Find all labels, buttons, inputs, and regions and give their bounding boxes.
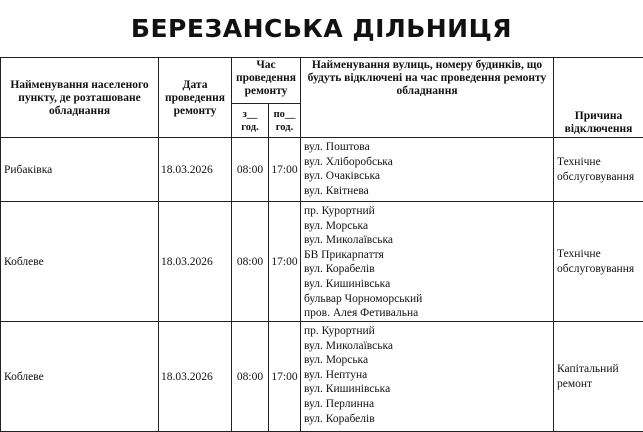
page-title: БЕРЕЗАНСЬКА ДІЛЬНИЦЯ — [0, 14, 643, 43]
header-settlement: Найменування населеного пункту, де розташоване обладнання — [1, 58, 159, 138]
header-to: по__ год. — [269, 104, 301, 138]
street-item: пр. Курортний — [304, 204, 550, 219]
street-item: пров. Алея Фетивальна — [304, 306, 550, 321]
time-from-cell: 08:00 — [232, 322, 269, 432]
street-item: вул. Миколаївська — [304, 233, 550, 248]
streets-cell — [301, 202, 554, 322]
streets-cell — [301, 322, 554, 432]
header-blank — [554, 58, 643, 104]
settlement-cell: Рибаківка — [1, 138, 159, 202]
header-row — [1, 58, 643, 104]
street-item: вул. Перлинна — [304, 397, 550, 412]
street-item: вул. Нептуна — [304, 368, 550, 383]
header-from: з__ год. — [232, 104, 269, 138]
street-item: вул. Морська — [304, 353, 550, 368]
header-reason: Причина відключення — [554, 104, 643, 138]
header-streets: Найменування вулиць, номеру будинків, що будуть відключені на час проведення ремонту обладнання — [301, 58, 554, 138]
header-time: Час проведення ремонту — [232, 58, 301, 104]
time-from-cell: 08:00 — [232, 138, 269, 202]
street-item: вул. Хліборобська — [304, 155, 550, 170]
time-to-cell: 17:00 — [269, 138, 301, 202]
street-item: вул. Очаківська — [304, 169, 550, 184]
time-to-cell: 17:00 — [269, 322, 301, 432]
date-cell: 18.03.2026 — [159, 138, 232, 202]
street-item: вул. Морська — [304, 219, 550, 234]
street-item: бульвар Чорноморський — [304, 292, 550, 307]
table-row — [1, 322, 643, 432]
time-to-cell: 17:00 — [269, 202, 301, 322]
street-item: вул. Корабелів — [304, 262, 550, 277]
settlement-cell: Коблеве — [1, 322, 159, 432]
table-row — [1, 138, 643, 202]
reason-cell: Технічне обслуговування — [554, 138, 643, 202]
header-date: Дата проведення ремонту — [159, 58, 232, 138]
street-item: вул. Квітнева — [304, 184, 550, 199]
street-item: вул. Поштова — [304, 140, 550, 155]
outage-table — [0, 57, 643, 432]
date-cell: 18.03.2026 — [159, 202, 232, 322]
table-row — [1, 202, 643, 322]
street-item: вул. Корабелів — [304, 412, 550, 427]
street-item: вул. Кишинівська — [304, 382, 550, 397]
settlement-cell: Коблеве — [1, 202, 159, 322]
date-cell: 18.03.2026 — [159, 322, 232, 432]
time-from-cell: 08:00 — [232, 202, 269, 322]
street-item: БВ Прикарпаття — [304, 248, 550, 263]
street-item: вул. Миколаївська — [304, 339, 550, 354]
street-item: пр. Курортний — [304, 324, 550, 339]
streets-cell — [301, 138, 554, 202]
reason-cell: Технічне обслуговування — [554, 202, 643, 322]
reason-cell: Капітальний ремонт — [554, 322, 643, 432]
street-item: вул. Кишинівська — [304, 277, 550, 292]
